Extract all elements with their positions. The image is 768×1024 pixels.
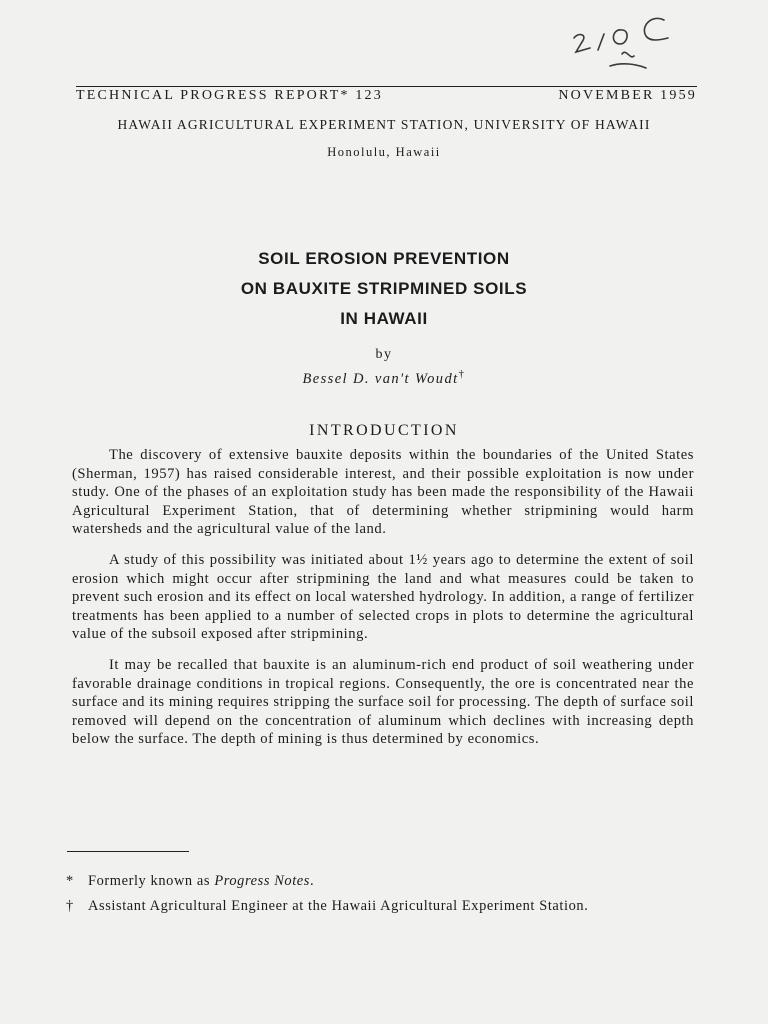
footnote — [66, 872, 696, 891]
report-label: TECHNICAL PROGRESS REPORT* 123 — [76, 88, 383, 103]
author-name — [0, 368, 768, 388]
author-text: Bessel D. van't Woudt — [302, 370, 459, 387]
author-footnote-mark: † — [458, 368, 466, 380]
footnote-text: Assistant Agricultural Engineer at the Hawaii Agricultural Experiment Station. — [88, 898, 589, 914]
title-line: IN HAWAII — [340, 309, 428, 328]
byline-by: by — [375, 347, 393, 362]
footnote-italic-text: Progress Notes — [214, 873, 310, 889]
footnote-mark: * — [66, 873, 74, 889]
footnote-text-part: . — [310, 873, 315, 889]
report-header — [76, 86, 697, 104]
section-heading: INTRODUCTION — [309, 422, 459, 439]
handwritten-annotation-drawing — [560, 8, 690, 78]
title-line: ON BAUXITE STRIPMINED SOILS — [240, 279, 528, 298]
paragraph: The discovery of extensive bauxite deposits within the boundaries of the United States (Sherman, 1957) has raised considerable interest, and their possible exploitation is now under study. One of the phases of an exploitation study has been made the responsibility of the Hawaii Agricultural Experiment Station, that of determining whether stripmining would harm watersheds and the agricultural value of the land. — [72, 447, 694, 538]
footnote-mark: † — [66, 898, 74, 914]
paragraph: A study of this possibility was initiated about 1½ years ago to determine the extent of soil erosion which might occur after stripmining the land and what measures could be taken to prevent such erosion and its effect on local watershed hydrology. In addition, a range of fertilizer treatments has been applied to a number of selected crops in plots to determine the agricultural value of the subsoil exposed after stripmining. — [72, 551, 694, 643]
footnote-text-part: Formerly known as — [88, 873, 215, 889]
institution-name: HAWAII AGRICULTURAL EXPERIMENT STATION, UNIVERSITY OF HAWAII — [117, 117, 651, 132]
handwritten-note — [560, 8, 690, 78]
footnote-divider — [67, 851, 189, 852]
footnote — [66, 897, 696, 916]
body-text — [72, 446, 694, 761]
report-date: NOVEMBER 1959 — [558, 88, 697, 103]
institution-location: Honolulu, Hawaii — [327, 145, 441, 159]
paragraph: It may be recalled that bauxite is an aluminum-rich end product of soil weathering under favorable drainage conditions in tropical regions. Consequently, the ore is concentrated near the surface and its mining requires stripping the surface soil for processing. The depth of surface soil removed will depend on the concentration of aluminum which declines with increasing depth below the surface. The depth of mining is thus determined by economics. — [72, 656, 694, 748]
document-title — [0, 244, 768, 334]
footnotes — [66, 872, 696, 922]
title-line: SOIL EROSION PREVENTION — [258, 249, 510, 268]
footnote-text — [88, 872, 696, 891]
